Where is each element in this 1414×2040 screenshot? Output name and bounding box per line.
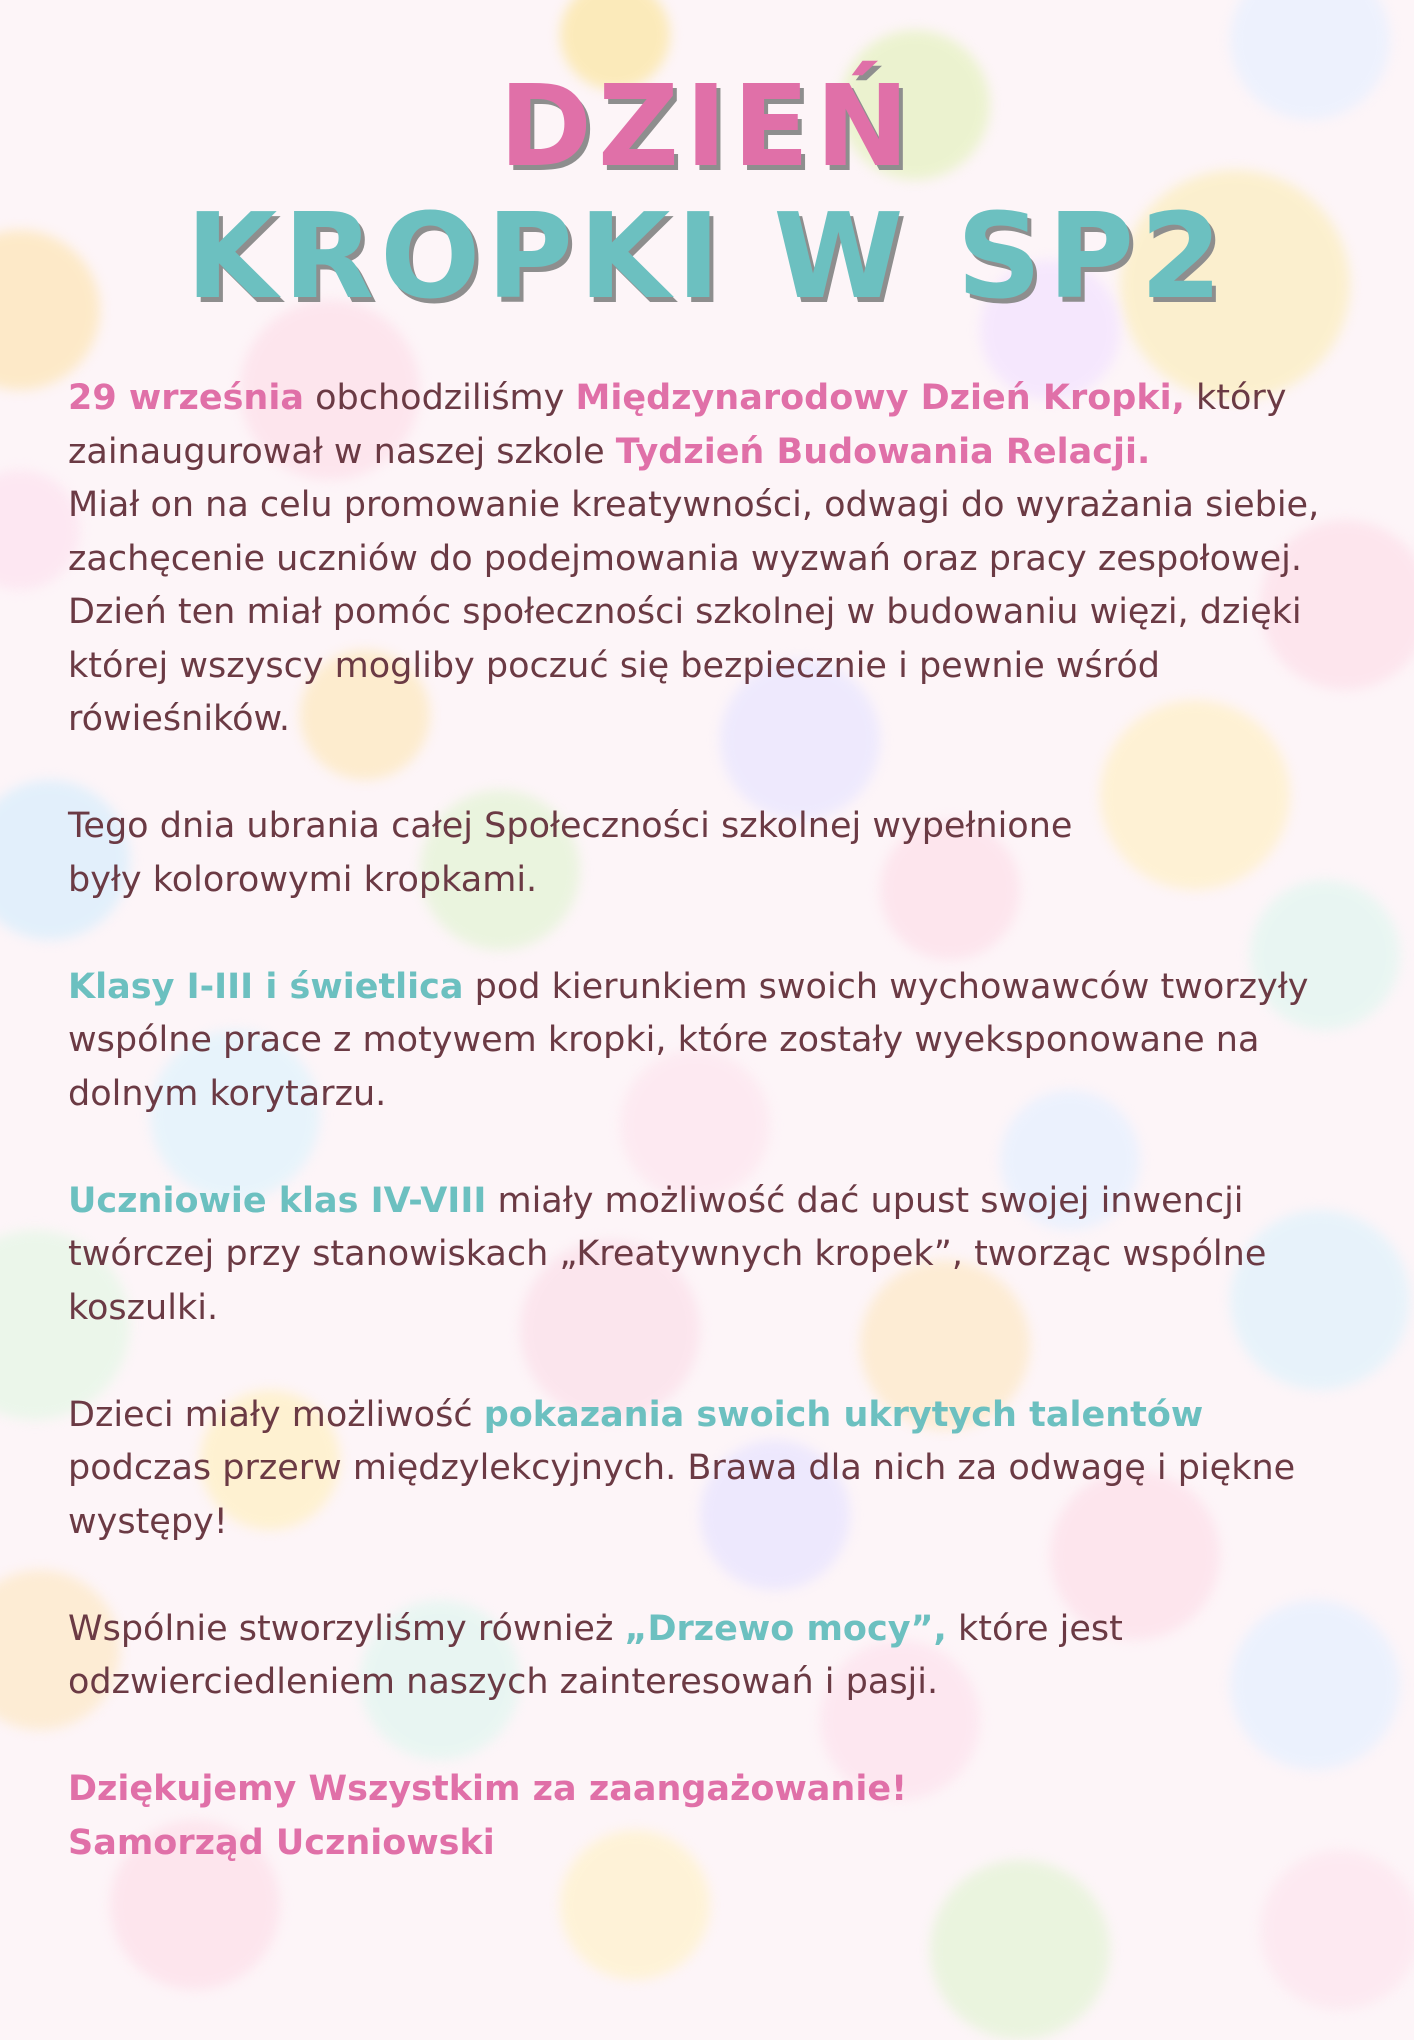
decorative-dot [930, 1860, 1110, 2040]
paragraph [68, 961, 1338, 1122]
paragraph [68, 1389, 1338, 1550]
body-text: podczas przerw międzylekcyjnych. Brawa dla nich za odwagę i piękne występy! [68, 1448, 1296, 1542]
paragraph [68, 372, 1338, 747]
body-text: Tego dnia ubrania całej Społeczności szkolnej wypełnione [68, 806, 1073, 846]
paragraph [68, 1603, 1338, 1710]
body-text: były kolorowymi kropkami. [68, 859, 538, 900]
highlight-text: Dziękujemy Wszystkim za zaangażowanie! [68, 1769, 908, 1809]
highlight-text: Tydzień Budowania Relacji. [615, 431, 1151, 472]
body-text: Miał on na celu promowanie kreatywności, odwagi do wyrażania siebie, zachęcenie uczniów do podejmowania wyzwań oraz pracy zespołowej. Dzień ten miał pomóc społeczności szkolnej w budowaniu więzi, dzięki której wszyscy mogliby poczuć się bezpiecznie i pewnie wśród rówieśników. [68, 485, 1320, 739]
body-text: Wspólnie stworzyliśmy również [68, 1608, 625, 1649]
body-text: pod kierunkiem swoich wychowawców tworzyły wspólne prace z motywem kropki, które zostały wyeksponowane na dolnym korytarzu. [68, 966, 1309, 1114]
article-body [68, 372, 1338, 1870]
paragraph [68, 800, 1338, 907]
highlight-text: „Drzewo mocy”, [624, 1608, 947, 1649]
paragraph [68, 1763, 1338, 1870]
title-line-2: KROPKI W SP2 [185, 187, 1229, 325]
body-text: obchodziliśmy [303, 378, 576, 418]
highlight-text: pokazania swoich ukrytych talentów [483, 1394, 1204, 1435]
body-text: który zainaugurował w naszej szkole [68, 378, 1287, 472]
highlight-text: Uczniowie klas IV-VIII [68, 1180, 487, 1221]
body-text: Dzieci miały możliwość [68, 1394, 484, 1435]
highlight-text: Międzynarodowy Dzień Kropki, [575, 378, 1185, 418]
decorative-dot [1260, 1850, 1414, 2010]
highlight-text: Klasy I-III i świetlica [68, 966, 464, 1007]
highlight-text: 29 września [68, 378, 304, 418]
paragraph [68, 1175, 1338, 1336]
body-text: miały możliwość dać upust swojej inwencji twórczej przy stanowiskach „Kreatywnych kropek”, tworząc wspólne koszulki. [68, 1180, 1267, 1328]
body-text: które jest odzwierciedleniem naszych zainteresowań i pasji. [68, 1608, 1123, 1702]
highlight-text: Samorząd Uczniowski [68, 1822, 495, 1863]
title-line-1: DZIEŃ [498, 62, 916, 192]
